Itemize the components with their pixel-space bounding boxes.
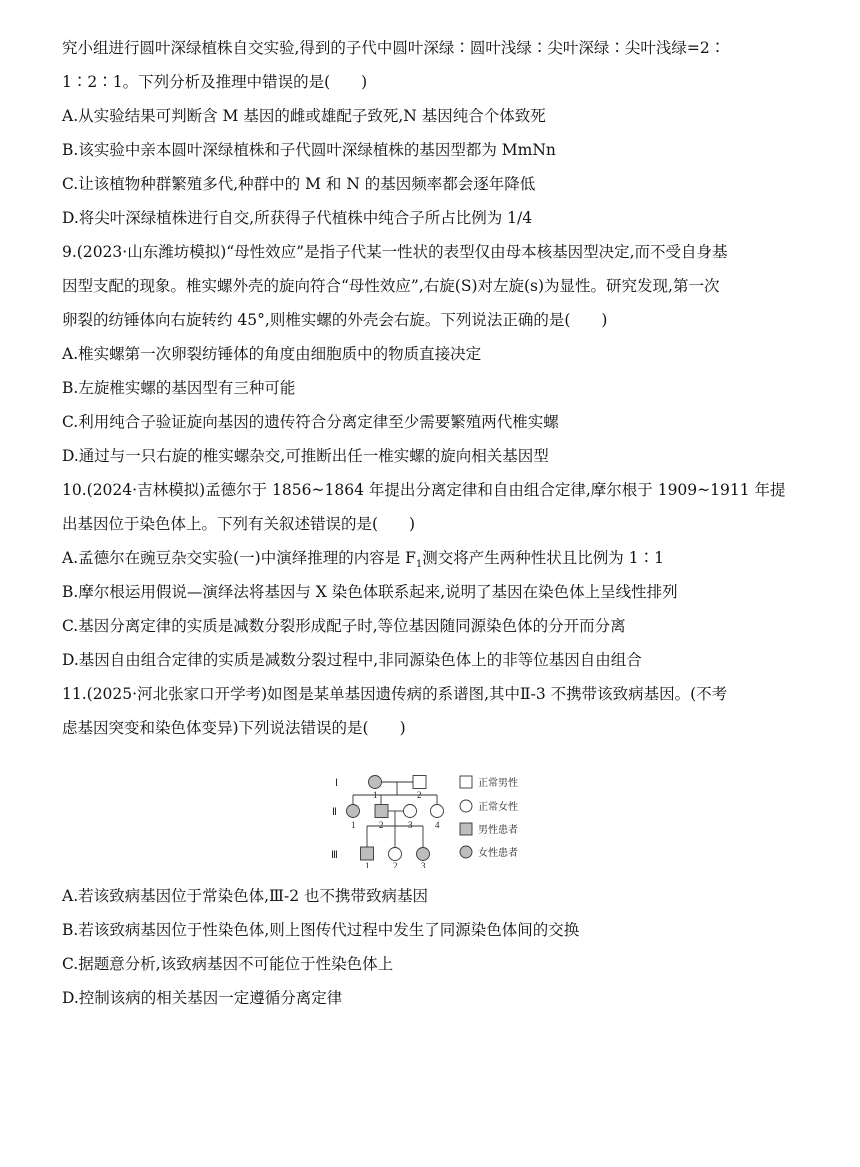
- q11-stem-line-2: 虑基因突变和染色体变异)下列说法错误的是( ): [62, 719, 406, 737]
- q9-stem-line-2: 因型支配的现象。椎实螺外壳的旋向符合“母性效应”,右旋(S)对左旋(s)为显性。研究发现,第一次: [62, 277, 720, 295]
- q11-option-b: B.若该致病基因位于性染色体,则上图传代过程中发生了同源染色体间的交换: [62, 921, 580, 939]
- q11-option-c: C.据题意分析,该致病基因不可能位于性染色体上: [62, 955, 394, 973]
- pedigree-iii3-affected-female: [417, 848, 430, 861]
- generation-label-3: Ⅲ: [331, 850, 338, 861]
- q10-option-a-subscript: 1: [415, 559, 423, 571]
- legend-affected-male-symbol: [460, 823, 472, 835]
- legend-normal-male-label: 正常男性: [478, 778, 518, 789]
- q10-stem-line-1: 10.(2024·吉林模拟)孟德尔于 1856~1864 年提出分离定律和自由组合定律,摩尔根于 1909~1911 年提: [62, 481, 786, 499]
- pedigree-legend: [460, 776, 518, 859]
- q9-option-a: A.椎实螺第一次卵裂纺锤体的角度由细胞质中的物质直接决定: [62, 345, 482, 363]
- pedigree-ii3-number: 3: [408, 820, 413, 830]
- pedigree-ii4-number: 4: [435, 820, 440, 830]
- pedigree-ii1-affected-female: [347, 805, 360, 818]
- pedigree-ii3-normal-female: [404, 805, 417, 818]
- q10-option-b: B.摩尔根运用假说—演绎法将基因与 X 染色体联系起来,说明了基因在染色体上呈线性排列: [62, 583, 678, 601]
- pedigree-iii2-number: 2: [393, 861, 398, 868]
- generation-label-1: Ⅰ: [335, 778, 338, 789]
- pedigree-iii1-number: 1: [365, 861, 370, 868]
- pedigree-iii1-affected-male: [361, 847, 374, 860]
- q8-option-b: B.该实验中亲本圆叶深绿植株和子代圆叶深绿植株的基因型都为 MmNn: [62, 141, 556, 159]
- pedigree-i2-normal-male: [413, 776, 426, 789]
- pedigree-lines: [353, 782, 437, 847]
- pedigree-iii3-number: 3: [421, 861, 426, 868]
- q9-option-b: B.左旋椎实螺的基因型有三种可能: [62, 379, 296, 397]
- pedigree-ii2-affected-male: [375, 805, 388, 818]
- pedigree-diagram: [326, 768, 536, 868]
- pedigree-i2-number: 2: [417, 790, 422, 800]
- q9-option-c: C.利用纯合子验证旋向基因的遗传符合分离定律至少需要繁殖两代椎实螺: [62, 413, 559, 431]
- legend-normal-female-label: 正常女性: [478, 802, 518, 813]
- q11-option-d: D.控制该病的相关基因一定遵循分离定律: [62, 989, 343, 1007]
- q10-option-c: C.基因分离定律的实质是减数分裂形成配子时,等位基因随同源染色体的分开而分离: [62, 617, 626, 635]
- pedigree-ii4-normal-female: [431, 805, 444, 818]
- pedigree-i1-affected-female: [369, 776, 382, 789]
- q8-option-c: C.让该植物种群繁殖多代,种群中的 M 和 N 的基因频率都会逐年降低: [62, 175, 536, 193]
- q8-stem-line-2: 1∶2∶1。下列分析及推理中错误的是( ): [62, 73, 368, 91]
- generation-label-2: Ⅱ: [332, 807, 337, 818]
- q9-option-d: D.通过与一只右旋的椎实螺杂交,可推断出任一椎实螺的旋向相关基因型: [62, 447, 549, 465]
- legend-affected-female-symbol: [460, 846, 472, 858]
- q11-option-a: A.若该致病基因位于常染色体,Ⅲ-2 也不携带致病基因: [62, 887, 429, 905]
- q10-option-a-pre: A.孟德尔在豌豆杂交实验(一)中演绎推理的内容是 F: [62, 549, 416, 567]
- legend-normal-female-symbol: [460, 800, 472, 812]
- legend-affected-female-label: 女性患者: [478, 848, 518, 859]
- q8-option-a: A.从实验结果可判断含 M 基因的雌或雄配子致死,N 基因纯合个体致死: [62, 107, 546, 125]
- pedigree-ii1-number: 1: [351, 820, 356, 830]
- q10-option-d: D.基因自由组合定律的实质是减数分裂过程中,非同源染色体上的非等位基因自由组合: [62, 651, 642, 669]
- q9-stem-line-3: 卵裂的纺锤体向右旋转约 45°,则椎实螺的外壳会右旋。下列说法正确的是( ): [62, 311, 608, 329]
- q9-stem-line-1: 9.(2023·山东潍坊模拟)“母性效应”是指子代某一性状的表型仅由母本核基因型决定,而不受自身基: [62, 243, 728, 261]
- q10-stem-line-2: 出基因位于染色体上。下列有关叙述错误的是( ): [62, 515, 416, 533]
- q10-option-a-post: 测交将产生两种性状且比例为 1∶1: [422, 549, 664, 567]
- q8-option-d: D.将尖叶深绿植株进行自交,所获得子代植株中纯合子所占比例为 1/4: [62, 209, 533, 227]
- legend-normal-male-symbol: [460, 776, 472, 788]
- q8-stem-line-1: 究小组进行圆叶深绿植株自交实验,得到的子代中圆叶深绿∶圆叶浅绿∶尖叶深绿∶尖叶浅绿=2∶: [62, 39, 726, 57]
- pedigree-i1-number: 1: [373, 790, 378, 800]
- pedigree-iii2-normal-female: [389, 848, 402, 861]
- pedigree-ii2-number: 2: [379, 820, 384, 830]
- q10-option-a: [62, 548, 664, 575]
- q11-stem-line-1: 11.(2025·河北张家口开学考)如图是某单基因遗传病的系谱图,其中Ⅱ-3 不携带该致病基因。(不考: [62, 685, 728, 703]
- legend-affected-male-label: 男性患者: [478, 825, 518, 836]
